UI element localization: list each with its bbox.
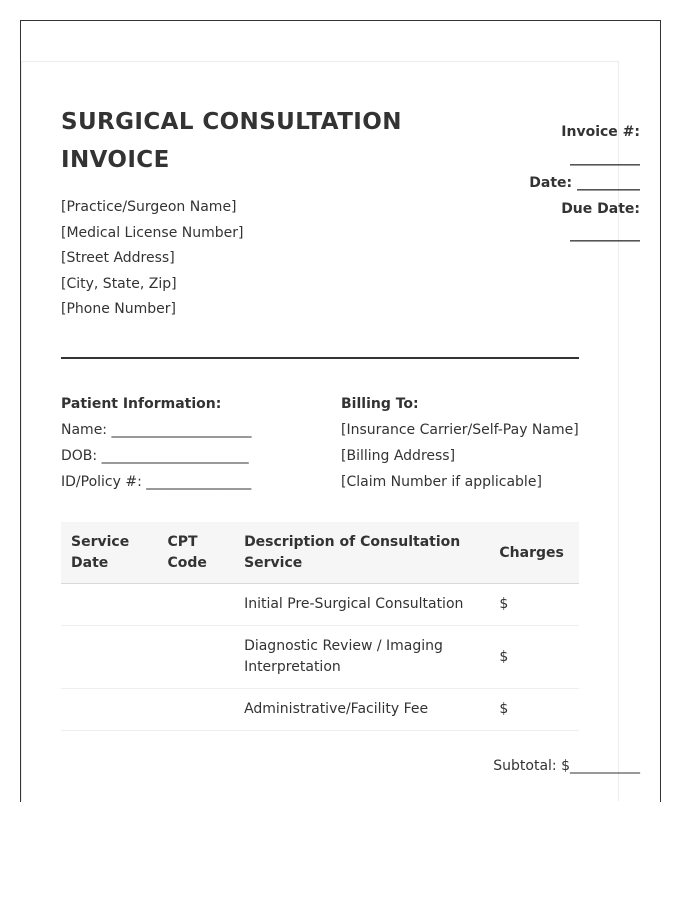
table-row (61, 626, 579, 689)
invoice-meta (480, 120, 640, 248)
row-cpt-code (157, 689, 234, 731)
patient-id-line: ID/Policy #: _______________ (61, 474, 252, 490)
patient-info (61, 391, 251, 495)
header-divider (61, 357, 579, 359)
row-service-date (61, 689, 157, 731)
practice-city: [City, State, Zip] (61, 275, 177, 292)
practice-street: [Street Address] (61, 250, 175, 266)
billing-heading: Billing To: (341, 396, 419, 412)
row-cpt-code (157, 626, 234, 689)
practice-license: [Medical License Number] (61, 224, 244, 241)
invoice-title (61, 103, 421, 179)
practice-name: [Practice/Surgeon Name] (61, 199, 237, 215)
billing-info (341, 391, 579, 495)
invoice-title-line-1: SURGICAL CONSULTATION (61, 109, 402, 135)
services-table (61, 522, 579, 731)
table-row (61, 584, 579, 626)
row-charge: $ (489, 689, 579, 731)
patient-heading: Patient Information: (61, 396, 222, 412)
patient-name-line: Name: ____________________ (61, 422, 252, 438)
billing-claim: [Claim Number if applicable] (341, 474, 542, 490)
header-charges: Charges (489, 522, 579, 584)
header-cpt-code: CPT Code (157, 522, 234, 584)
billing-address: [Billing Address] (341, 448, 456, 464)
table-header-row (61, 522, 579, 584)
practice-phone: [Phone Number] (61, 301, 176, 317)
due-date-value: __________ (570, 226, 640, 242)
invoice-number-value: __________ (570, 149, 640, 166)
date-label: Date: (529, 175, 573, 191)
header-description: Description of Consultation Service (234, 522, 489, 584)
row-service-date (61, 584, 157, 626)
due-date-label: Due Date: (561, 200, 640, 217)
row-description: Initial Pre-Surgical Consultation (234, 584, 489, 626)
patient-dob-line: DOB: _____________________ (61, 448, 249, 464)
row-service-date (61, 626, 157, 689)
invoice-date (480, 171, 640, 197)
row-description: Diagnostic Review / Imaging Interpretation (234, 626, 489, 689)
row-charge: $ (489, 584, 579, 626)
practice-info (61, 195, 243, 323)
row-cpt-code (157, 584, 234, 626)
header-service-date: Service Date (61, 522, 157, 584)
row-charge: $ (489, 626, 579, 689)
invoice-title-line-2: INVOICE (61, 147, 170, 173)
row-description: Administrative/Facility Fee (234, 689, 489, 731)
billing-carrier: [Insurance Carrier/Self-Pay Name] (341, 422, 579, 438)
invoice-number-label: Invoice #: (561, 124, 640, 140)
table-row (61, 689, 579, 731)
date-value: _________ (577, 175, 640, 191)
subtotal: Subtotal: $__________ (493, 758, 640, 774)
